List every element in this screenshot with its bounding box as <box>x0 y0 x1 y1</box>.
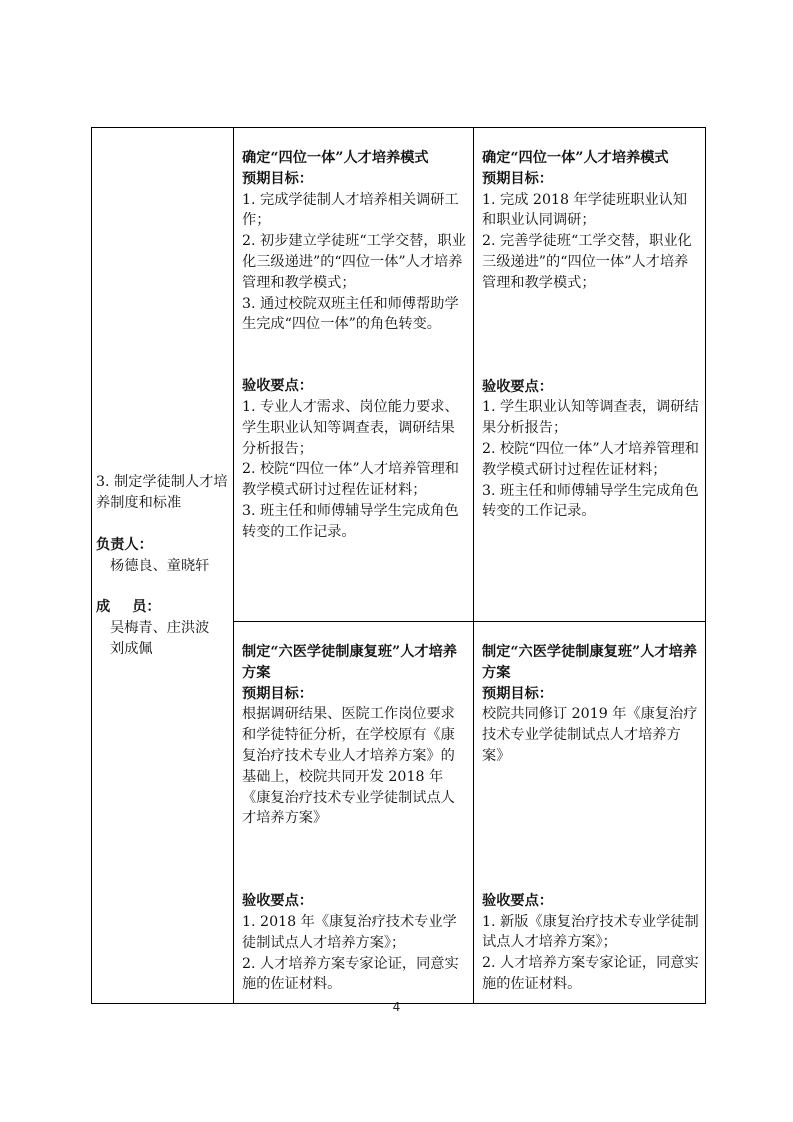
accept-item: 2. 人才培养方案专家论证，同意实施的佐证材料。 <box>482 955 699 992</box>
goal-item: 1. 完成学徒制人才培养相关调研工作； <box>242 191 459 229</box>
goal-item: 2. 完善学徒班“工学交替，职业化三级递进”的“四位一体”人才培养管理和教学模式； <box>482 233 692 291</box>
plan-table <box>91 127 706 1004</box>
goal-item: 校院共同修订 2019 年《康复治疗技术专业学徒制试点人才培养方案》 <box>482 706 698 764</box>
plan-cell-2018-scheme <box>234 622 474 1004</box>
plan-cell-2019-scheme <box>474 622 706 1004</box>
goal-item: 根据调研结果、医院工作岗位要求和学徒特征分析，在学校原有《康复治疗技术专业人才培养方案》的基础上，校院共同开发 2018 年《康复治疗技术专业学徒制试点人才培养方案》 <box>242 706 455 827</box>
accept-item: 3. 班主任和师傅辅导学生完成角色转变的工作记录。 <box>242 502 459 540</box>
plan-cell-2018-mode <box>234 128 474 622</box>
goal-label: 预期目标： <box>482 170 553 187</box>
accept-label: 验收要点： <box>482 892 553 909</box>
goal-label: 预期目标： <box>482 685 553 702</box>
members-label-a: 成 <box>96 598 111 615</box>
members-line-1: 吴梅青、庄洪波 <box>110 619 210 636</box>
accept-item: 1. 学生职业认知等调查表，调研结果分析报告； <box>482 399 699 437</box>
task-title: 3. 制定学徒制人才培养制度和标准 <box>96 473 228 511</box>
responsible-names: 杨德良、童晓轩 <box>110 558 210 575</box>
members-label-b: 员： <box>132 598 161 615</box>
accept-item: 2. 校院“四位一体”人才培养管理和教学模式研讨过程佐证材料； <box>242 461 459 499</box>
item-title: 制定“六医学徒制康复班”人才培养方案 <box>242 644 457 681</box>
table-row <box>92 128 706 622</box>
accept-label: 验收要点： <box>482 378 553 395</box>
plan-cell-2019-mode <box>474 128 706 622</box>
accept-item: 1. 专业人才需求、岗位能力要求、学生职业认知等调查表，调研结果分析报告； <box>242 398 459 457</box>
accept-item: 2. 校院“四位一体”人才培养管理和教学模式研讨过程佐证材料； <box>482 440 699 478</box>
item-title: 确定“四位一体”人才培养模式 <box>482 150 669 166</box>
accept-item: 1. 2018 年《康复治疗技术专业学徒制试点人才培养方案》； <box>242 913 457 951</box>
page-number: 4 <box>392 1000 401 1014</box>
item-title: 制定“六医学徒制康复班”人才培养方案 <box>482 644 697 681</box>
accept-item: 1. 新版《康复治疗技术专业学徒制试点人才培养方案》； <box>482 913 699 951</box>
task-cell <box>92 128 234 1004</box>
accept-item: 3. 班主任和师傅辅导学生完成角色转变的工作记录。 <box>482 482 699 520</box>
goal-label: 预期目标： <box>242 170 313 187</box>
goal-item: 3. 通过校院双班主任和师傅帮助学生完成“四位一体”的角色转变。 <box>242 295 459 333</box>
members-line-2: 刘成佩 <box>110 640 153 657</box>
item-title: 确定“四位一体”人才培养模式 <box>242 150 429 166</box>
accept-label: 验收要点： <box>242 893 313 910</box>
responsible-label: 负责人： <box>96 537 153 554</box>
accept-item: 2. 人才培养方案专家论证，同意实施的佐证材料。 <box>242 955 459 993</box>
members-label <box>96 597 229 618</box>
accept-label: 验收要点： <box>242 378 313 395</box>
goal-label: 预期目标： <box>242 685 313 702</box>
goal-item: 1. 完成 2018 年学徒班职业认知和职业认同调研； <box>482 191 688 229</box>
goal-item: 2. 初步建立学徒班“工学交替，职业化三级递进”的“四位一体”人才培养管理和教学模式； <box>242 233 466 291</box>
